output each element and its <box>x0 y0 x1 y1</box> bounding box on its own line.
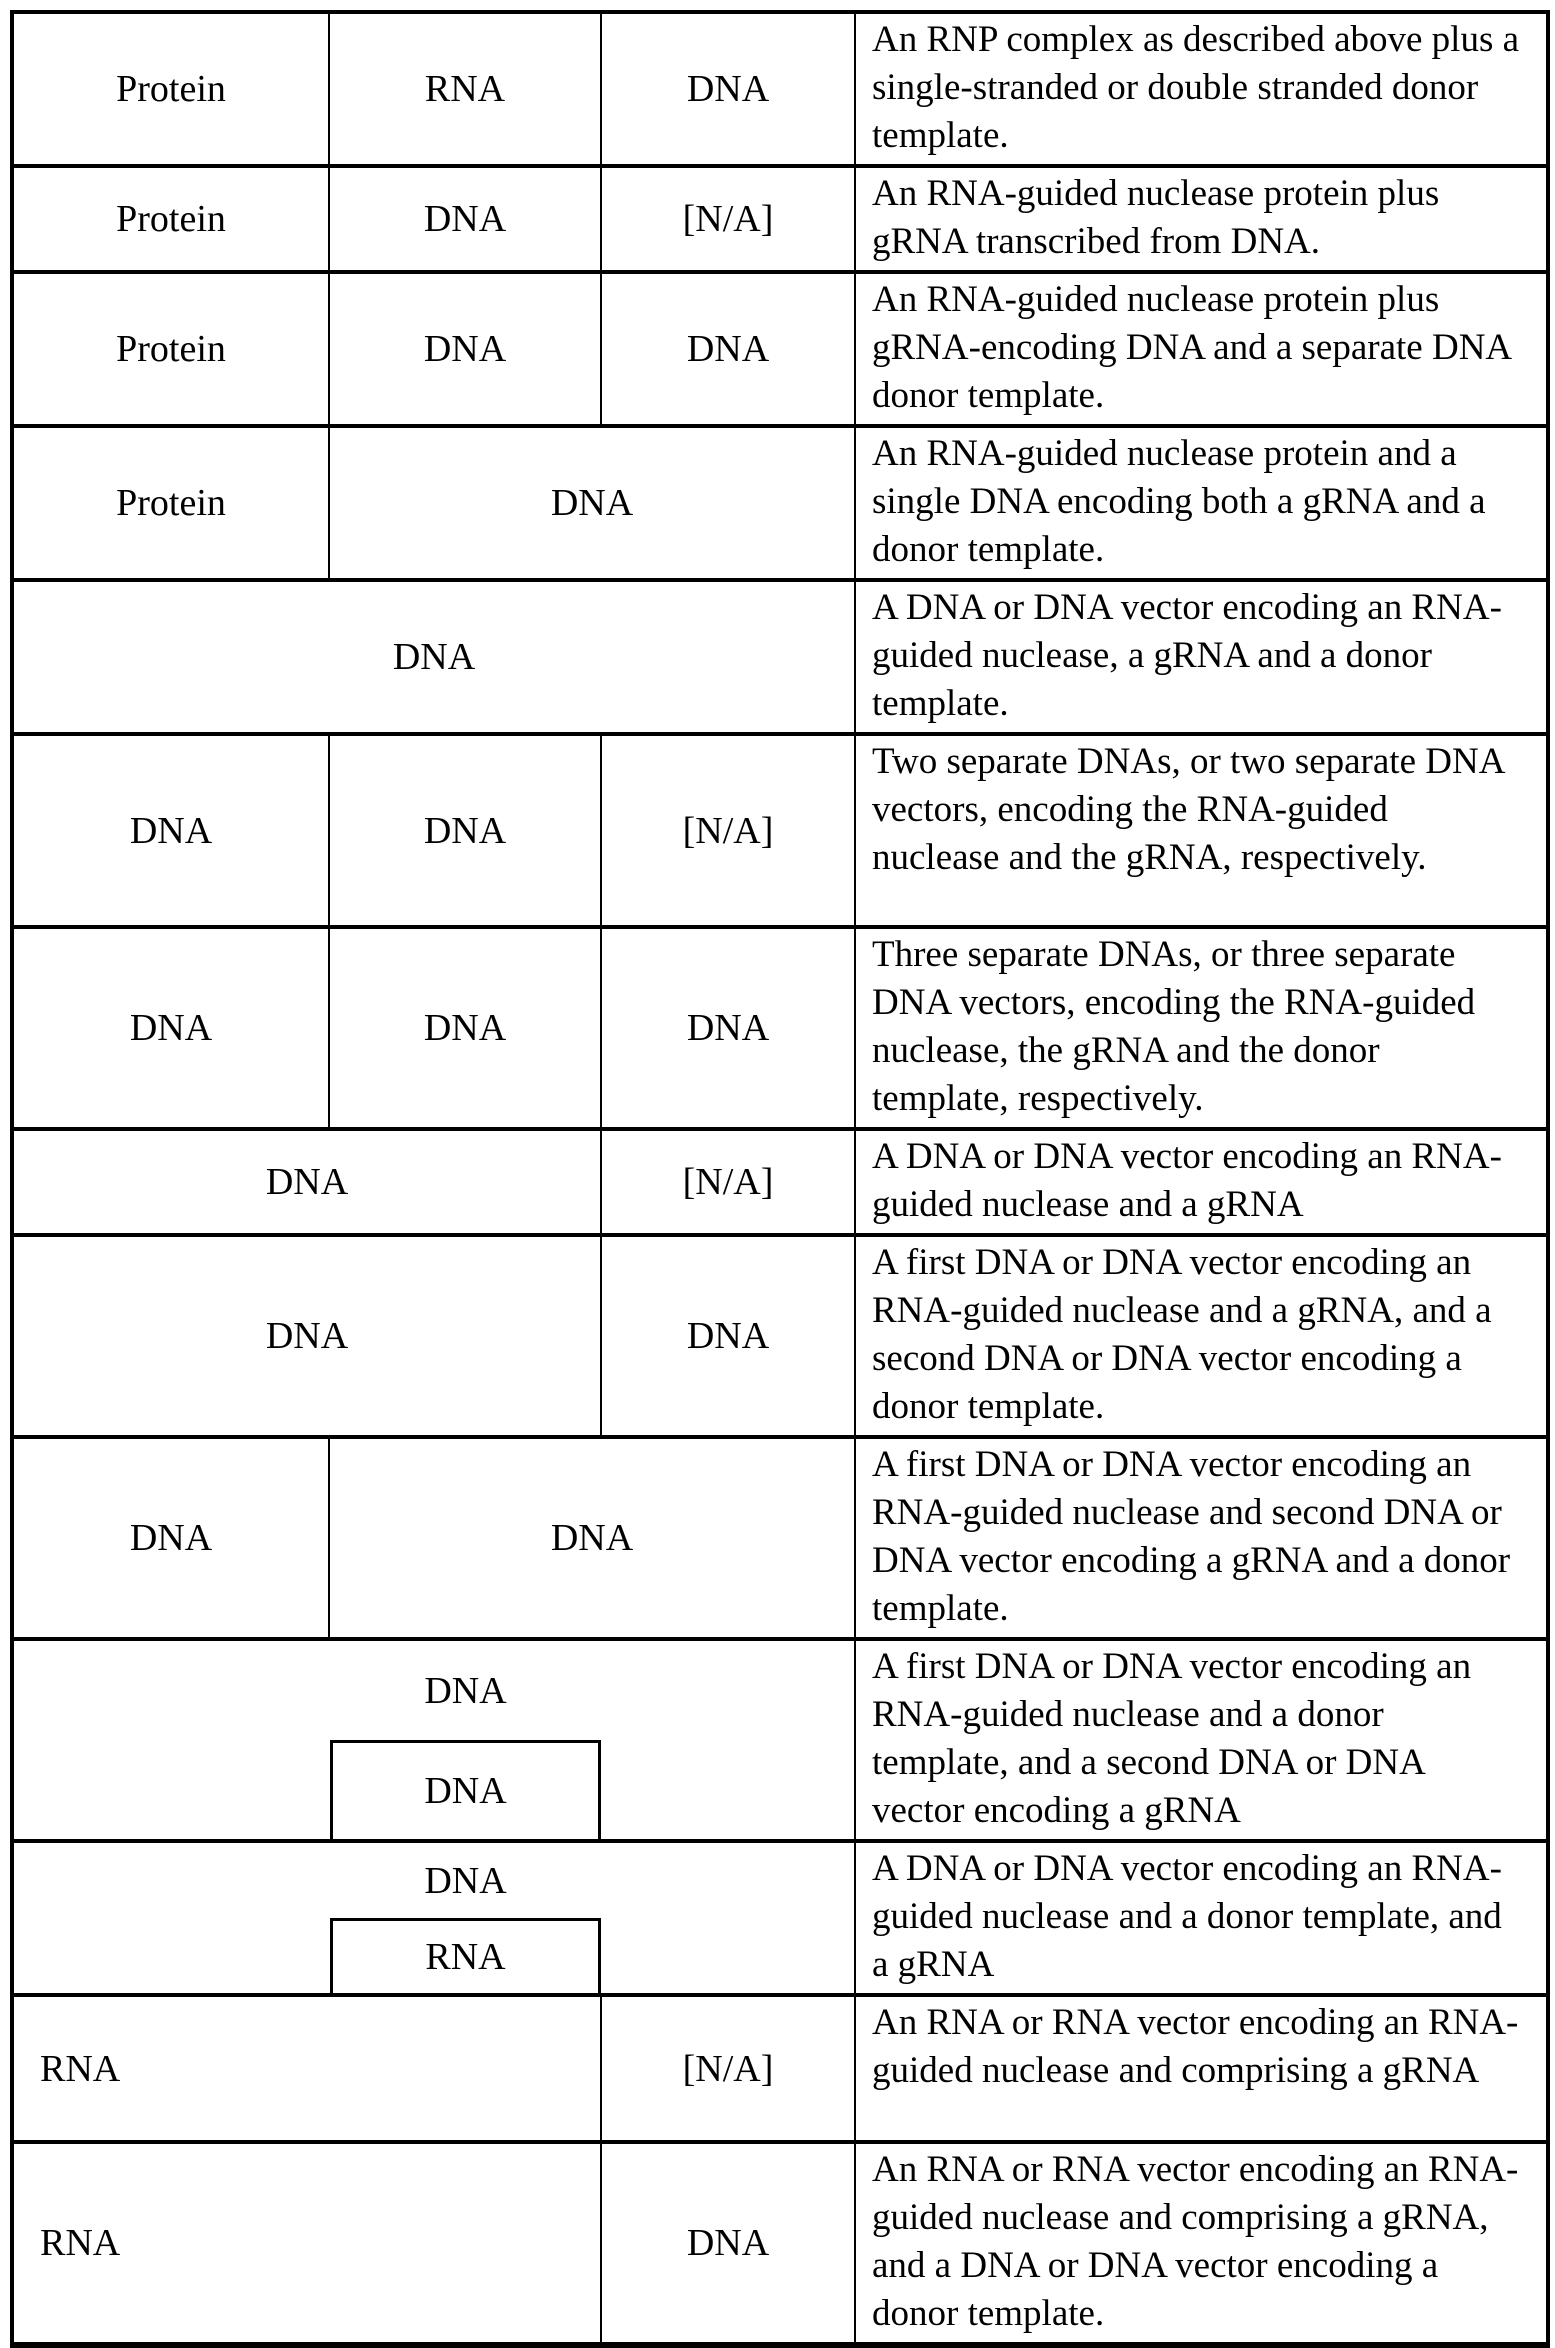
description-cell: Three separate DNAs, or three separate DNA vectors, encoding the RNA-guided nuclease, the gRNA and the donor template, respectively. <box>855 927 1548 1129</box>
format-cell: [N/A] <box>601 166 855 272</box>
format-cell: DNA <box>601 12 855 166</box>
format-cell: DNA <box>329 272 601 426</box>
table-row <box>12 1639 1548 1841</box>
description-cell: A DNA or DNA vector encoding an RNA-guided nuclease, a gRNA and a donor template. <box>855 580 1548 734</box>
description-cell: An RNA-guided nuclease protein plus gRNA transcribed from DNA. <box>855 166 1548 272</box>
table-row <box>12 1129 1548 1235</box>
format-cell: Protein <box>12 12 329 166</box>
format-cell: DNA <box>12 1437 329 1639</box>
format-cell: Protein <box>12 166 329 272</box>
description-cell: An RNA-guided nuclease protein plus gRNA-encoding DNA and a separate DNA donor template. <box>855 272 1548 426</box>
description-cell: An RNA-guided nuclease protein and a single DNA encoding both a gRNA and a donor template. <box>855 426 1548 580</box>
table-row <box>12 1437 1548 1639</box>
format-cell-merged: DNA <box>329 426 855 580</box>
stack-nested-box <box>330 1740 601 1839</box>
format-cell-merged: DNA <box>329 1437 855 1639</box>
description-cell: A first DNA or DNA vector encoding an RNA-guided nuclease and second DNA or DNA vector encoding a gRNA and a donor template. <box>855 1437 1548 1639</box>
delivery-formats-table <box>10 10 1550 2348</box>
description-cell: A DNA or DNA vector encoding an RNA-guided nuclease and a gRNA <box>855 1129 1548 1235</box>
format-cell: RNA <box>329 12 601 166</box>
format-cell: DNA <box>601 272 855 426</box>
stack-top-label: DNA <box>424 1669 507 1712</box>
format-cell: DNA <box>329 734 601 927</box>
description-cell: An RNP complex as described above plus a single-stranded or double stranded donor template. <box>855 12 1548 166</box>
description-cell: A first DNA or DNA vector encoding an RNA-guided nuclease and a gRNA, and a second DNA or DNA vector encoding a donor template. <box>855 1235 1548 1437</box>
format-cell: DNA <box>601 927 855 1129</box>
format-cell-merged: DNA <box>12 580 855 734</box>
description-cell: An RNA or RNA vector encoding an RNA-guided nuclease and comprising a gRNA, and a DNA or DNA vector encoding a donor template. <box>855 2142 1548 2345</box>
table-row <box>12 580 1548 734</box>
stack-nested-box <box>330 1918 601 1993</box>
table-row <box>12 1235 1548 1437</box>
format-cell: DNA <box>329 927 601 1129</box>
format-cell: [N/A] <box>601 1129 855 1235</box>
stacked-format-cell <box>12 1639 855 1841</box>
description-cell: A DNA or DNA vector encoding an RNA-guided nuclease and a donor template, and a gRNA <box>855 1841 1548 1995</box>
format-cell: DNA <box>329 166 601 272</box>
description-cell: A first DNA or DNA vector encoding an RNA-guided nuclease and a donor template, and a second DNA or DNA vector encoding a gRNA <box>855 1639 1548 1841</box>
format-cell: [N/A] <box>601 734 855 927</box>
format-cell: DNA <box>12 927 329 1129</box>
table-row <box>12 272 1548 426</box>
table-row <box>12 426 1548 580</box>
format-cell: [N/A] <box>601 1995 855 2142</box>
table-row <box>12 927 1548 1129</box>
table-row <box>12 1841 1548 1995</box>
stack-box-label: RNA <box>425 1936 506 1978</box>
description-cell: Two separate DNAs, or two separate DNA vectors, encoding the RNA-guided nuclease and the gRNA, respectively. <box>855 734 1548 927</box>
format-cell: Protein <box>12 426 329 580</box>
format-cell-merged: RNA <box>12 1995 601 2142</box>
table-row <box>12 12 1548 166</box>
format-cell: DNA <box>601 2142 855 2345</box>
format-cell: DNA <box>601 1235 855 1437</box>
table-row <box>12 734 1548 927</box>
format-cell: Protein <box>12 272 329 426</box>
table-row <box>12 2142 1548 2345</box>
stacked-format-cell <box>12 1841 855 1995</box>
stack-box-label: DNA <box>424 1770 507 1812</box>
format-cell-merged: RNA <box>12 2142 601 2345</box>
description-cell: An RNA or RNA vector encoding an RNA-guided nuclease and comprising a gRNA <box>855 1995 1548 2142</box>
stack-top-label: DNA <box>424 1859 507 1902</box>
format-cell-merged: DNA <box>12 1235 601 1437</box>
format-cell: DNA <box>12 734 329 927</box>
format-cell-merged: DNA <box>12 1129 601 1235</box>
table-row <box>12 166 1548 272</box>
table-row <box>12 1995 1548 2142</box>
